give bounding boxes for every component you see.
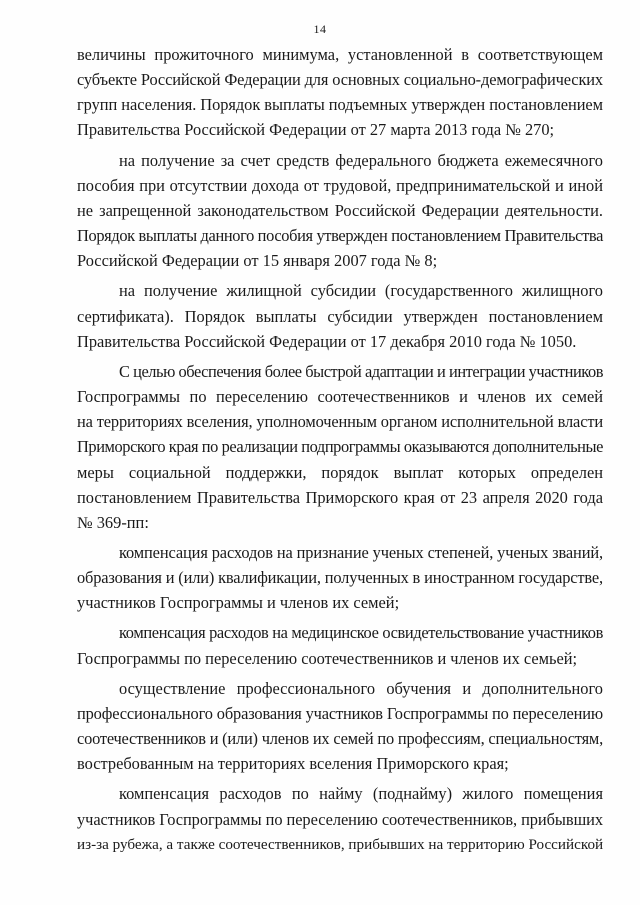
paragraph-line: С целью обеспечения более быстрой адаптации и интеграции участников [119,361,603,381]
paragraph-line: компенсация расходов на медицинское освидетельствование участников [119,623,603,643]
paragraph-line: меры социальной поддержки, порядок выплат которых определен [77,462,603,482]
paragraph [77,781,603,856]
paragraph-line: на территориях вселения, уполномоченным органом исполнительной власти [77,412,603,432]
paragraph-line: на получение жилищной субсидии (государственного жилищного [119,281,603,301]
paragraph-line: сертификата). Порядок выплаты субсидии утвержден постановлением [77,306,603,326]
paragraph [77,42,603,143]
paragraph [77,148,603,274]
paragraph-line: не запрещенной законодательством Российской Федерации деятельности. [77,200,603,220]
paragraph-line: участников Госпрограммы и членов их семей; [77,593,400,613]
paragraph-line: Российской Федерации от 15 января 2007 года № 8; [77,251,438,271]
paragraph [77,676,603,777]
paragraph [77,540,603,615]
paragraph-line: пособия при отсутствии дохода от трудовой, предпринимательской и иной [77,175,603,195]
paragraph-line: компенсация расходов на признание ученых степеней, ученых званий, [119,542,603,562]
paragraph-line: образования и (или) квалификации, полученных в иностранном государстве, [77,568,603,588]
paragraph-line: участников Госпрограммы по переселению соотечественников, прибывших [77,809,603,829]
paragraph-line: Правительства Российской Федерации от 17 декабря 2010 года № 1050. [77,331,577,351]
paragraph-line: осуществление профессионального обучения и дополнительного [119,678,603,698]
paragraph-line: соотечественников и (или) членов их семей по профессиям, специальностям, [77,729,603,749]
body-text [77,42,603,857]
paragraph [77,359,603,535]
paragraph-line: величины прожиточного минимума, установленной в соответствующем [77,45,603,64]
paragraph-line: групп населения. Порядок выплаты подъемных утвержден постановлением [77,95,603,115]
paragraph-line: субъекте Российской Федерации для основных социально-демографических [77,70,603,90]
paragraph-line: Порядок выплаты данного пособия утвержден постановлением Правительства [77,226,603,246]
paragraph-line: постановлением Правительства Приморского края от 23 апреля 2020 года [77,487,603,507]
paragraph-line: Правительства Российской Федерации от 27 марта 2013 года № 270; [77,120,555,140]
paragraph-line: востребованным на территориях вселения Приморского края; [77,754,509,774]
paragraph-line: № 369-пп: [77,512,149,532]
paragraph-line: Госпрограммы по переселению соотечественников и членов их семьей; [77,648,578,668]
paragraph [77,278,603,353]
paragraph-line: на получение за счет средств федерального бюджета ежемесячного [119,150,603,170]
paragraph-line: компенсация расходов по найму (поднайму) жилого помещения [119,784,603,804]
page-number: 14 [313,22,327,36]
paragraph [77,620,603,670]
paragraph-line: Приморского края по реализации подпрограммы оказываются дополнительные [77,437,603,457]
paragraph-line: из-за рубежа, а также соотечественников, прибывших на территорию Российской [77,835,604,853]
paragraph-line: Госпрограммы по переселению соотечественников и членов их семей [77,387,603,407]
paragraph-line: профессионального образования участников Госпрограммы по переселению [77,703,603,723]
